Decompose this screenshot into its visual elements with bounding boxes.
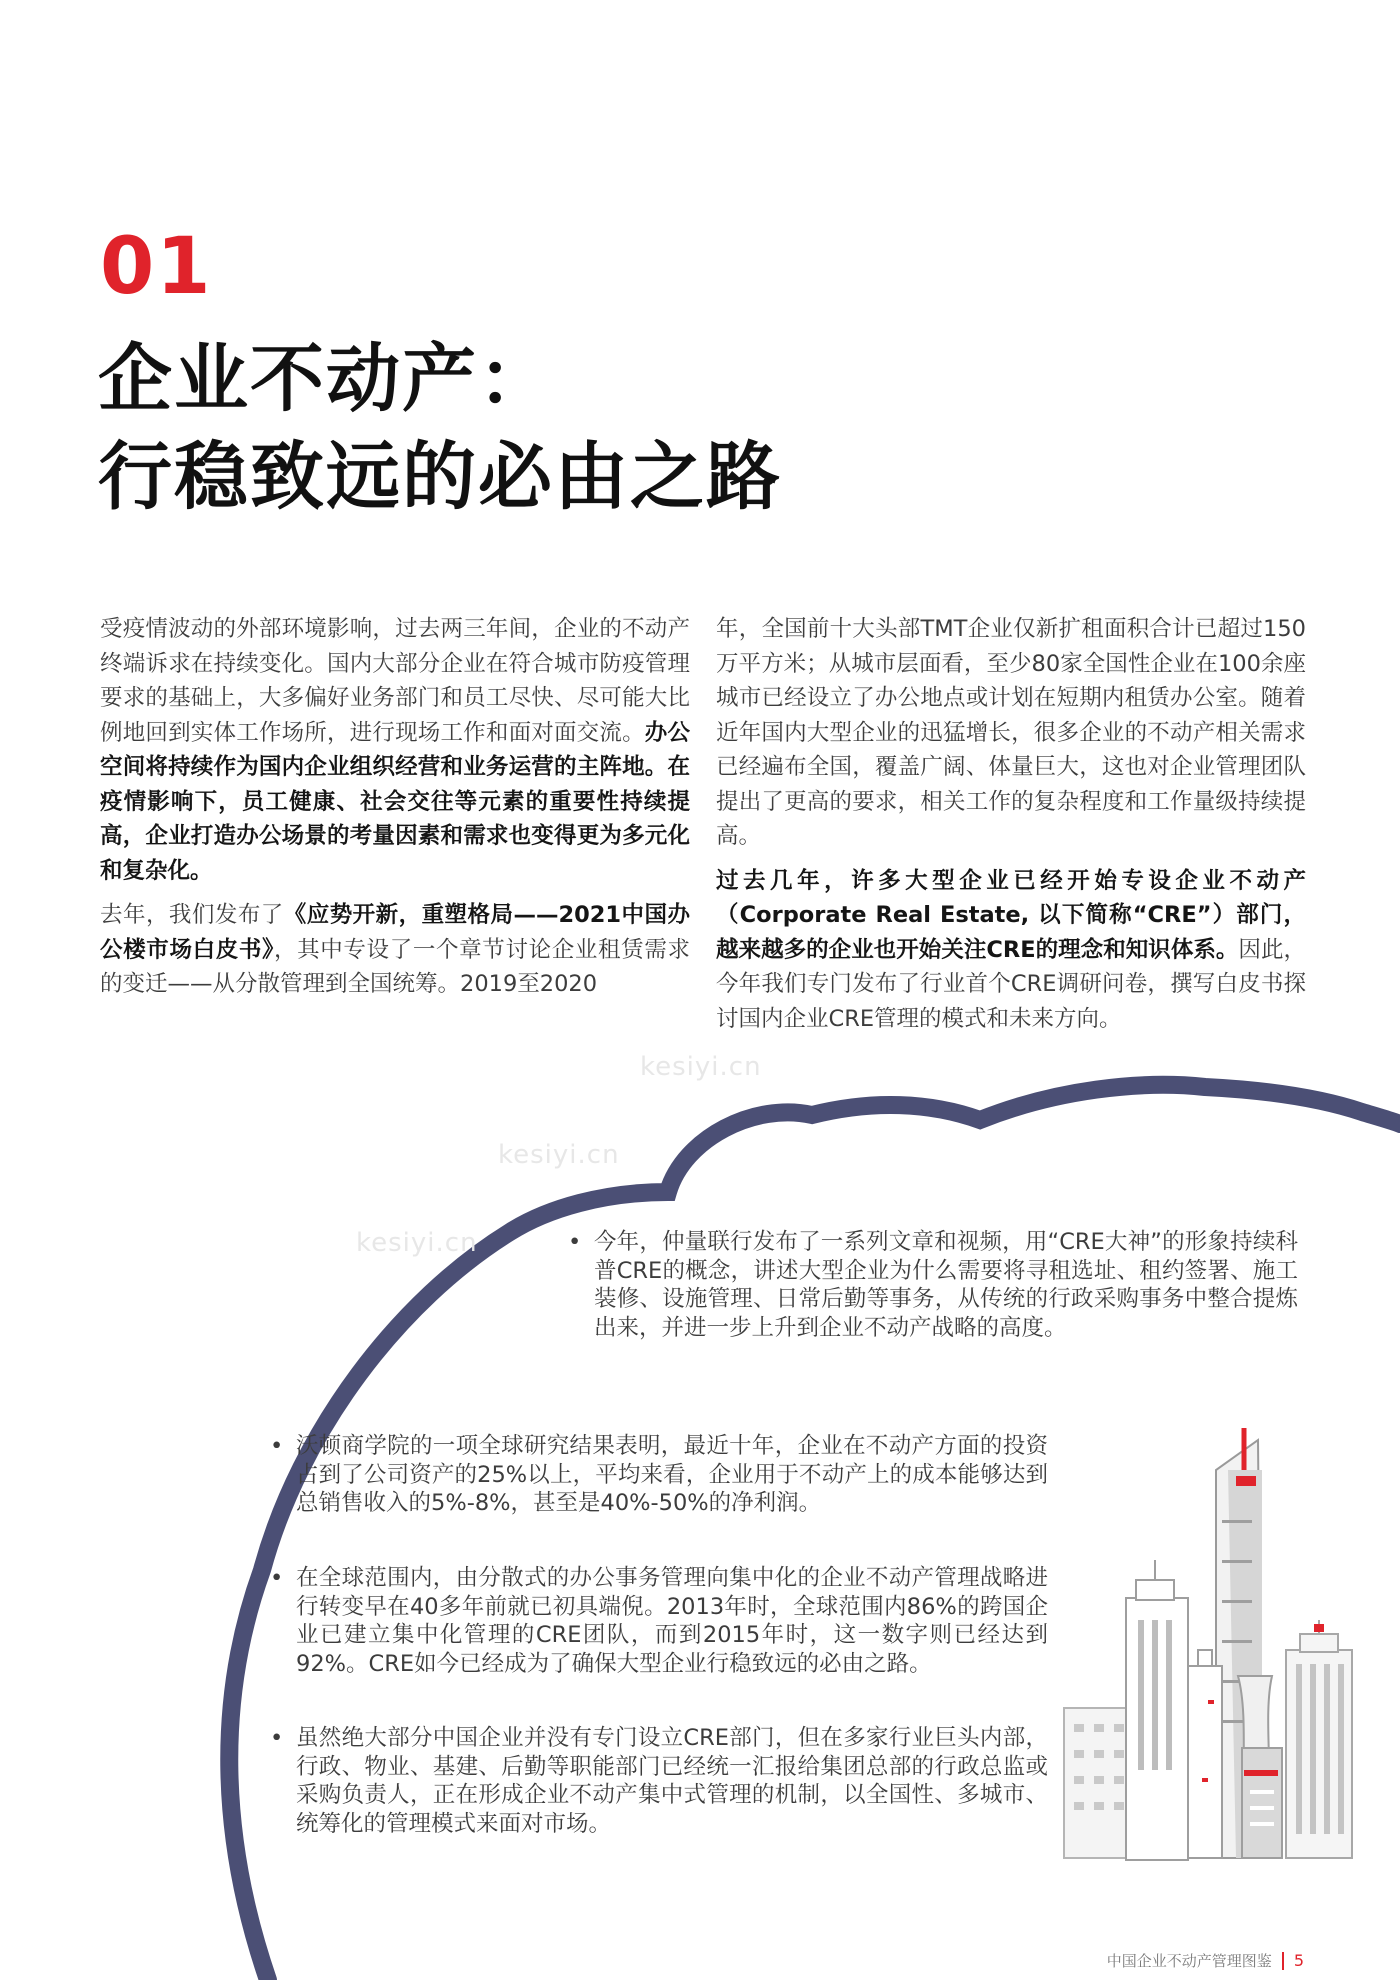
footer-separator [1282,1952,1284,1970]
paragraph-emphasis: 办公空间将持续作为国内企业组织经营和业务运营的主阵地。在疫情影响下，员工健康、社会交往等元素的重要性持续提高，企业打造办公场景的考量因素和需求也变得更为多元化和复杂化。 [100,719,690,884]
watermark: kesiyi.cn [498,1140,620,1170]
paragraph: 年，全国前十大头部TMT企业仅新扩租面积合计已超过150万平方米；从城市层面看，至少80家全国性企业在100余座城市已经设立了办公地点或计划在短期内租赁办公室。随着近年国内大型企业的迅猛增长，很多企业的不动产相关需求已经遍布全国，覆盖广阔、体量巨大，这也对企业管理团队提出了更高的要求，相关工作的复杂程度和工作量级持续提高。 [716,616,1306,849]
bullet-item: • 沃顿商学院的一项全球研究结果表明，最近十年，企业在不动产方面的投资占到了公司资产的25%以上，平均来看，企业用于不动产上的成本能够达到总销售收入的5%-8%，甚至是40%-50%的净利润。 [268,1432,1048,1518]
bullet-item: • 虽然绝大部分中国企业并没有专门设立CRE部门，但在多家行业巨头内部，行政、物业、基建、后勤等职能部门已经统一汇报给集团总部的行政总监或采购负责人，正在形成企业不动产集中式管理的机制，以全国性、多城市、统筹化的管理模式来面对市场。 [268,1724,1048,1838]
paragraph-text: 去年，我们发布了 [100,902,284,928]
body-column-left [100,612,690,1012]
bullet-list [566,1228,1298,1342]
chapter-title-line-2: 行稳致远的必由之路 [98,434,782,520]
chapter-title [98,330,782,526]
paragraph-text: ，其中专设了一个章节讨论企业租赁需求的变迁——从分散管理到全国统筹。2019至2020 [100,936,690,997]
publication-name: 中国企业不动产管理图鉴 [1106,1952,1272,1970]
bullet-item: • 在全球范围内，由分散式的办公事务管理向集中化的企业不动产管理战略进行转变早在40多年前就已初具端倪。2013年时，全球范围内86%的跨国企业已建立集中化管理的CRE团队，而到2015年时，这一数字则已经达到92%。CRE如今已经成为了确保大型企业行稳致远的必由之路。 [268,1564,1048,1678]
paragraph [100,898,690,1002]
paragraph [716,864,1306,1037]
page-number: 5 [1293,1951,1304,1970]
paragraph-text: 受疫情波动的外部环境影响，过去两三年间，企业的不动产终端诉求在持续变化。国内大部分企业在符合城市防疫管理要求的基础上，大多偏好业务部门和员工尽快、尽可能大比例地回到实体工作场所，进行现场工作和面对面交流。 [100,616,690,746]
bullet-list [268,1724,1048,1838]
chapter-title-line-1: 企业不动产： [98,336,554,422]
chapter-number: 01 [100,222,213,312]
paragraph-emphasis: 过去几年，许多大型企业已经开始专设企业不动产（Corporate Real Estate, 以下简称“CRE”）部门，越来越多的企业也开始关注CRE的理念和知识体系。 [716,867,1306,963]
paragraph [100,612,690,888]
report-title-emphasis: 《应势开新，重塑格局——2021中国办公楼市场白皮书》 [100,902,690,963]
bullet-list [268,1564,1048,1678]
page-footer [1107,1950,1304,1971]
city-skyline-illustration [1064,1428,1352,1860]
paragraph-text: 因此，今年我们专门发布了行业首个CRE调研问卷，撰写白皮书探讨国内企业CRE管理的模式和未来方向。 [716,936,1306,1032]
bullet-list [268,1432,1048,1518]
watermark: kesiyi.cn [640,1052,762,1082]
bullet-item: • 今年，仲量联行发布了一系列文章和视频，用“CRE大神”的形象持续科普CRE的概念，讲述大型企业为什么需要将寻租选址、租约签署、施工装修、设施管理、日常后勤等事务，从传统的行政采购事务中整合提炼出来，并进一步上升到企业不动产战略的高度。 [566,1228,1298,1342]
body-column-right [716,612,1306,1046]
watermark: kesiyi.cn [356,1228,478,1258]
